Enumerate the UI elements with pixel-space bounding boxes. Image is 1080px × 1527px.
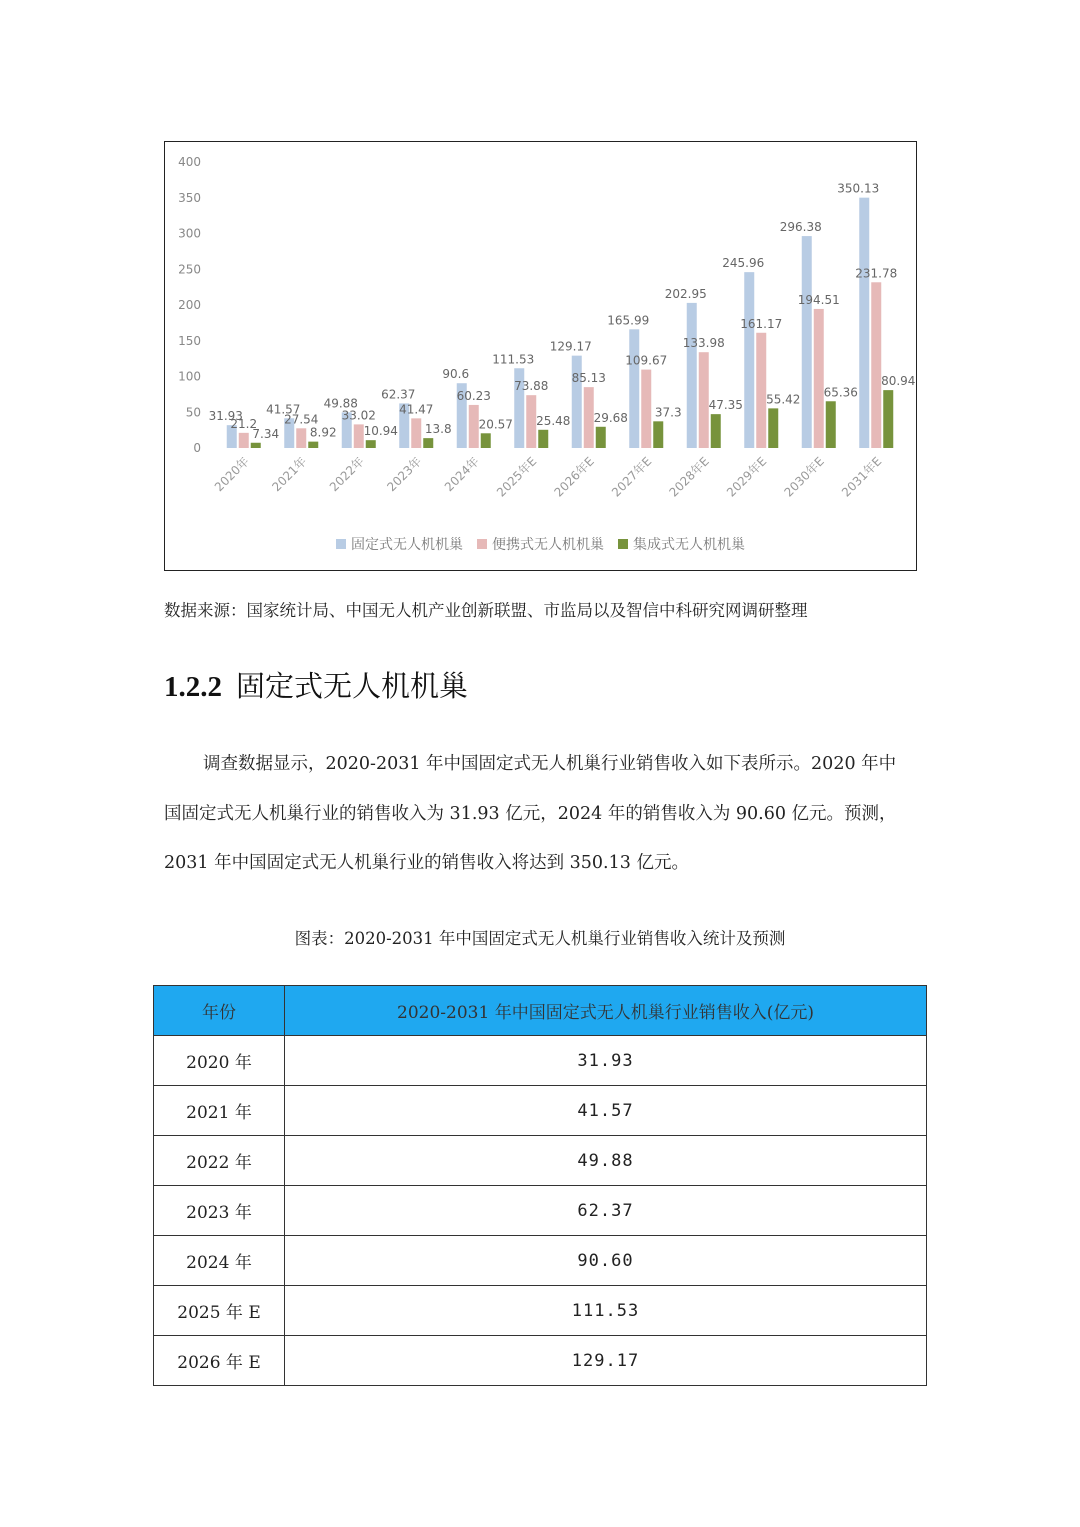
legend-swatch: [618, 539, 628, 549]
cell-year: 2021 年: [154, 1086, 285, 1136]
bar-chart: [164, 141, 917, 571]
chart-plot: [165, 142, 915, 532]
y-tick-label: 0: [193, 441, 201, 455]
data-label: 55.42: [766, 392, 801, 407]
data-label: 21.2: [230, 416, 258, 431]
bar: [481, 433, 491, 448]
legend-label: 集成式无人机机巢: [633, 537, 745, 553]
data-label: 165.99: [607, 313, 650, 328]
chart-legend: [165, 534, 916, 554]
bar: [538, 430, 548, 448]
section-number: 1.2.2: [164, 671, 222, 703]
table-row: [154, 1286, 927, 1336]
bar: [711, 414, 721, 448]
data-label: 80.94: [881, 374, 915, 389]
cell-year: 2020 年: [154, 1036, 285, 1086]
bar: [768, 408, 778, 448]
x-tick-label: 2022年: [326, 454, 367, 495]
table-row: [154, 1086, 927, 1136]
data-label: 129.17: [549, 339, 592, 354]
y-tick-label: 400: [178, 155, 201, 169]
bar: [871, 282, 881, 448]
data-label: 49.88: [323, 396, 358, 411]
data-label: 20.57: [478, 417, 513, 432]
data-label: 133.98: [682, 336, 725, 351]
x-tick-label: 2021年: [269, 454, 310, 495]
y-tick-label: 300: [178, 226, 201, 241]
table-caption: 图表：2020-2031 年中国固定式无人机巢行业销售收入统计及预测: [294, 929, 786, 948]
bar: [354, 424, 364, 448]
table-row: [154, 1136, 927, 1186]
bar: [687, 303, 697, 448]
data-label: 27.54: [284, 412, 319, 427]
data-label: 161.17: [740, 316, 783, 331]
legend-item: [336, 534, 463, 554]
bar: [629, 329, 639, 448]
cell-year: 2026 年 E: [154, 1336, 285, 1386]
cell-value: 62.37: [285, 1186, 927, 1236]
revenue-table: [153, 985, 927, 1386]
data-label: 245.96: [722, 256, 765, 271]
bar: [366, 440, 376, 448]
data-label: 41.57: [266, 402, 301, 417]
x-tick-label: 2030年E: [781, 454, 827, 500]
x-tick-label: 2023年: [384, 454, 425, 495]
bar: [411, 418, 421, 448]
bar: [883, 390, 893, 448]
bar: [653, 421, 663, 448]
bar: [641, 370, 651, 448]
header-value: 2020-2031 年中国固定式无人机巢行业销售收入(亿元): [285, 986, 927, 1036]
table-header-row: [154, 986, 927, 1036]
x-tick-label: 2028年E: [666, 454, 712, 500]
data-label: 33.02: [341, 408, 376, 423]
paragraph-line: 2031 年中国固定式无人机巢行业的销售收入将达到 350.13 亿元。: [164, 853, 689, 873]
bar: [814, 309, 824, 448]
legend-label: 便携式无人机机巢: [492, 537, 604, 553]
bar: [584, 387, 594, 448]
x-tick-label: 2026年E: [551, 454, 597, 500]
cell-value: 31.93: [285, 1036, 927, 1086]
section-heading: [164, 664, 468, 705]
section-title: 固定式无人机机巢: [236, 669, 469, 703]
data-label: 47.35: [708, 398, 743, 413]
data-label: 296.38: [779, 220, 822, 235]
data-label: 111.53: [492, 352, 535, 367]
cell-value: 41.57: [285, 1086, 927, 1136]
x-tick-label: 2020年: [211, 454, 252, 495]
bar: [744, 272, 754, 448]
data-label: 7.34: [252, 426, 280, 441]
data-label: 10.94: [363, 424, 398, 439]
legend-item: [618, 534, 745, 554]
data-label: 37.3: [654, 405, 682, 420]
data-label: 109.67: [625, 353, 668, 368]
data-label: 73.88: [514, 379, 549, 394]
data-label: 65.36: [823, 385, 858, 400]
cell-value: 129.17: [285, 1336, 927, 1386]
cell-value: 49.88: [285, 1136, 927, 1186]
bar: [469, 405, 479, 448]
y-tick-label: 150: [178, 333, 201, 348]
cell-value: 111.53: [285, 1286, 927, 1336]
table-row: [154, 1036, 927, 1086]
data-label: 62.37: [381, 387, 416, 402]
bar: [423, 438, 433, 448]
bar: [572, 356, 582, 448]
bar: [526, 395, 536, 448]
x-tick-label: 2029年E: [724, 454, 770, 500]
bar: [239, 433, 249, 448]
table-row: [154, 1336, 927, 1386]
data-label: 41.47: [399, 402, 434, 417]
x-tick-label: 2024年: [441, 454, 482, 495]
cell-year: 2023 年: [154, 1186, 285, 1236]
bar: [596, 427, 606, 448]
paragraph-line: 调查数据显示，2020-2031 年中国固定式无人机巢行业销售收入如下表所示。2020 年中: [203, 754, 897, 774]
y-tick-label: 200: [178, 298, 201, 312]
paragraph-line: 国固定式无人机巢行业的销售收入为 31.93 亿元，2024 年的销售收入为 90.60 亿元。预测，: [164, 804, 897, 824]
header-year: 年份: [154, 986, 285, 1036]
bar: [756, 333, 766, 448]
data-label: 31.93: [208, 409, 243, 424]
x-tick-label: 2025年E: [494, 454, 540, 500]
table-row: [154, 1186, 927, 1236]
bar: [802, 236, 812, 448]
y-tick-label: 350: [178, 190, 201, 205]
x-tick-label: 2031年E: [839, 454, 885, 500]
data-label: 25.48: [536, 413, 571, 428]
legend-label: 固定式无人机机巢: [351, 537, 463, 553]
data-label: 13.8: [424, 422, 452, 437]
legend-item: [477, 534, 604, 554]
table-row: [154, 1236, 927, 1286]
cell-year: 2022 年: [154, 1136, 285, 1186]
x-tick-label: 2027年E: [609, 454, 655, 500]
y-tick-label: 100: [178, 369, 201, 384]
data-label: 350.13: [837, 181, 880, 196]
bar: [826, 401, 836, 448]
cell-year: 2024 年: [154, 1236, 285, 1286]
y-tick-label: 250: [178, 262, 201, 277]
data-label: 202.95: [664, 286, 707, 301]
data-source-note: 数据来源：国家统计局、中国无人机产业创新联盟、市监局以及智信中科研究网调研整理: [164, 601, 808, 620]
data-label: 90.6: [442, 367, 470, 382]
legend-swatch: [477, 539, 487, 549]
bar: [251, 443, 261, 448]
data-label: 29.68: [593, 410, 628, 425]
data-label: 8.92: [309, 425, 337, 440]
data-label: 85.13: [571, 371, 606, 386]
data-label: 231.78: [855, 266, 898, 281]
cell-value: 90.60: [285, 1236, 927, 1286]
y-tick-label: 50: [185, 405, 201, 420]
cell-year: 2025 年 E: [154, 1286, 285, 1336]
data-label: 60.23: [456, 388, 491, 403]
legend-swatch: [336, 539, 346, 549]
bar: [308, 442, 318, 448]
bar: [699, 352, 709, 448]
bar: [859, 198, 869, 448]
bar: [296, 428, 306, 448]
data-label: 194.51: [797, 292, 840, 307]
